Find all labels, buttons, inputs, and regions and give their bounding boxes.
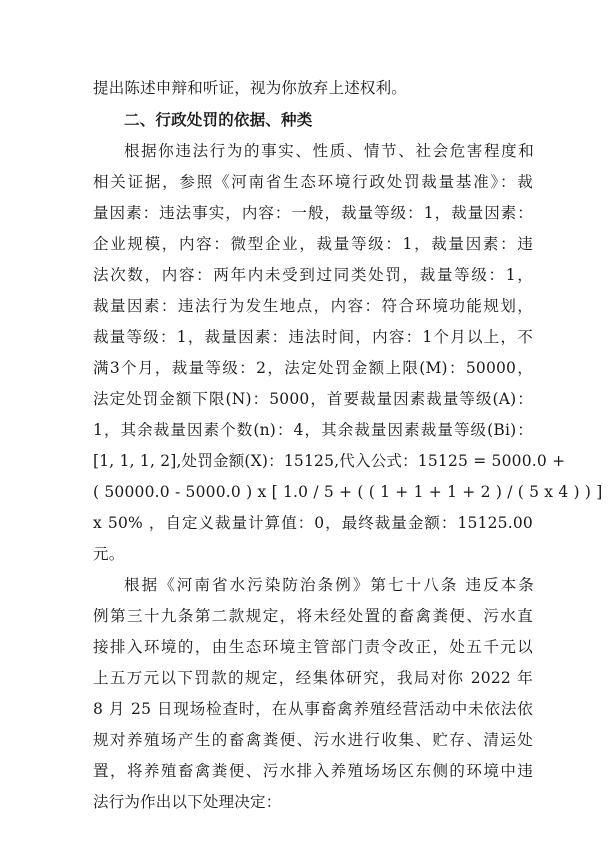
paragraph-line: 根据《河南省水污染防治条例》第七十八条 违反本条: [124, 576, 534, 594]
paragraph-line: 规对养殖场产生的畜禽粪便、污水进行收集、贮存、清运处: [93, 731, 533, 749]
paragraph-line: x 50% ，自定义裁量计算值：0，最终裁量金额：15125.00: [93, 514, 533, 532]
paragraph-line: 置，将养殖畜禽粪便、污水排入养殖场场区东侧的环境中违: [93, 762, 533, 780]
paragraph-line: 满3个月，裁量等级：2，法定处罚金额上限(M)：50000，: [93, 359, 533, 377]
opening-line: 提出陈述申辩和听证，视为你放弃上述权利。: [93, 79, 408, 97]
paragraph-line: 例第三十九条第二款规定，将未经处置的畜禽粪便、污水直: [93, 607, 533, 625]
paragraph-line: 接排入环境的，由生态环境主管部门责令改正，处五千元以: [93, 638, 533, 656]
paragraph-line: 法次数，内容：两年内未受到过同类处罚，裁量等级：1，: [93, 266, 533, 284]
paragraph-line: 根据你违法行为的事实、性质、情节、社会危害程度和: [124, 142, 534, 160]
paragraph-line: 元。: [93, 545, 125, 563]
paragraph-line: 法行为作出以下处理决定：: [93, 793, 282, 811]
paragraph-line: [1, 1, 1, 2],处罚金额(X)：15125,代入公式：15125 = 5000.0 +: [93, 452, 566, 470]
paragraph-line: 法定处罚金额下限(N)：5000，首要裁量因素裁量等级(A)：: [93, 390, 533, 408]
paragraph-line: 企业规模，内容：微型企业，裁量等级：1，裁量因素：违: [93, 235, 533, 253]
section-heading: 二、行政处罚的依据、种类: [124, 111, 313, 129]
paragraph-line: 上五万元以下罚款的规定，经集体研究，我局对你 2022 年: [93, 669, 533, 687]
paragraph-line: 裁量因素：违法行为发生地点，内容：符合环境功能规划，: [93, 297, 533, 315]
paragraph-line: 1，其余裁量因素个数(n)：4，其余裁量因素裁量等级(Bi)：: [93, 421, 533, 439]
paragraph-line: 量因素：违法事实，内容：一般，裁量等级：1，裁量因素：: [93, 204, 533, 222]
paragraph-line: 相关证据，参照《河南省生态环境行政处罚裁量基准》：裁: [93, 173, 533, 191]
paragraph-line: 裁量等级：1，裁量因素：违法时间，内容：1个月以上，不: [93, 328, 533, 346]
paragraph-line: ( 50000.0 - 5000.0 ) x [ 1.0 / 5 + ( ( 1 + 1 + 1 + 2 ) / ( 5 x 4 ) ) ]: [93, 483, 603, 501]
paragraph-line: 8 月 25 日现场检查时，在从事畜禽养殖经营活动中未依法依: [93, 700, 533, 718]
